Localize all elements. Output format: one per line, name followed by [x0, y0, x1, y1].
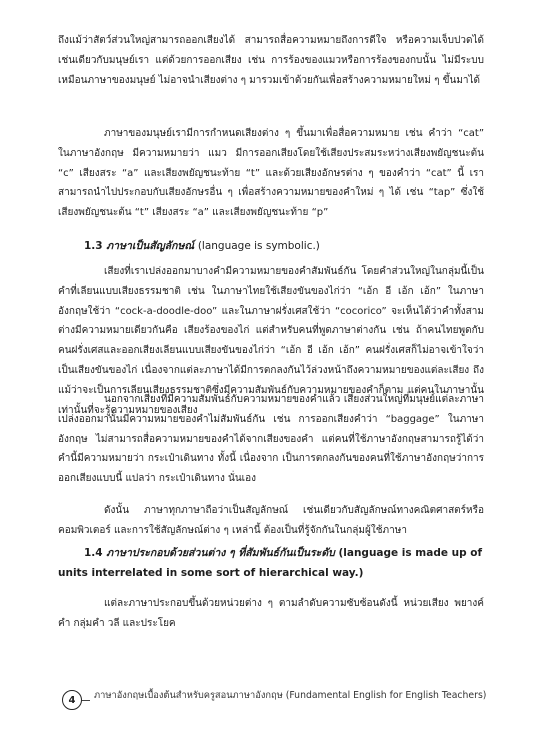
paragraph-2: ภาษาของมนุษย์เรามีการกำหนดเสียงต่าง ๆ ขึ้นมาเพื่อสื่อความหมาย เช่น คำว่า “cat” ในภาษาอังกฤษ มีความหมายว่า แมว มีการออกเสียงโดยใช้เสียงประสมระหว่างเสียงพยัญชนะต้น “c” เสียงสระ “a” และเสียงพยัญชนะท้าย “t” และด้วยเสียงอักษรต่าง ๆ ของคำว่า “cat” นี้ เราสามารถนำไปประกอบกับเสียงอักษรอื่น ๆ เพื่อสร้างความหมายของคำใหม่ ๆ ได้ เช่น “tap” ซึ่งใช้เสียงพยัญชนะต้น “t” เสียงสระ “a” และเสียงพยัญชนะท้าย “p” [58, 128, 484, 219]
section-number: 1.4 [84, 547, 103, 559]
paragraph-1: ถึงแม้ว่าสัตว์ส่วนใหญ่สามารถออกเสียงได้ สามารถสื่อความหมายถึงการดีใจ หรือความเจ็บปวดได้เช่นเดียวกับมนุษย์เรา แต่ด้วยการออกเสียง เช่น การร้องของแมวหรือการร้องของกบนั้น ไม่มีระบบเหมือนภาษาของมนุษย์ ไม่อาจนำเสียงต่าง ๆ มารวมเข้าด้วยกันเพื่อสร้างความหมายใหม่ ๆ ขึ้นมาได้ [58, 35, 484, 86]
footer-book-title: ภาษาอังกฤษเบื้องต้นสำหรับครูสอนภาษาอังกฤษ (Fundamental English for English Teachers) [90, 688, 490, 703]
section-title: ภาษาประกอบด้วยส่วนต่าง ๆ ที่สัมพันธ์กันเป็นระดับ [106, 547, 335, 559]
page-number-badge: 4 [62, 690, 82, 710]
section-heading-1-4 [58, 544, 484, 584]
section-title-english: (language is made up of units interrelated in some sort of hierarchical way.) [58, 547, 483, 579]
paragraph-6: แต่ละภาษาประกอบขึ้นด้วยหน่วยต่าง ๆ ตามลำดับความซับซ้อนดังนี้ หน่วยเสียง พยางค์ คำ กลุ่มคำ วลี และประโยค [58, 598, 484, 629]
section-heading-1-3 [58, 237, 320, 257]
section-number: 1.3 [84, 240, 103, 252]
paragraph-3: เสียงที่เราเปล่งออกมาบางคำมีความหมายของคำสัมพันธ์กัน โดยคำส่วนใหญ่ในกลุ่มนี้เป็นคำที่เลียนแบบเสียงธรรมชาติ เช่น ในภาษาไทยใช้เสียงขันของไก่ว่า “เอ้ก อี เอ้ก เอ้ก” ในภาษาอังกฤษใช้ว่า “cock-a-doodle-doo” และในภาษาฝรั่งเศสใช้ว่า “cocorico” จะเห็นได้ว่าคำทั้งสามต่างมีความหมายเดียวกันคือ เสียงร้องของไก่ แต่สำหรับคนที่พูดภาษาต่างกัน เช่น ถ้าคนไทยพูดกับคนฝรั่งเศสและออกเสียงเลียนแบบเสียงขันของไก่ว่า “เอ้ก อี เอ้ก เอ้ก” คนฝรั่งเศสก็ไม่อาจเข้าใจว่าเป็นเสียงขันของไก่ เนื่องจากแต่ละภาษาได้มีการตกลงกันไว้ล่วงหน้าถึงความหมายของแต่ละเสียง ถึงแม้ว่าจะเป็นการเลียนเสียงธรรมชาติซึ่งมีความสัมพันธ์กับความหมายของคำก็ตาม แต่คนในภาษานั้นเท่านั้นที่จะรู้ความหมายของเสียง [58, 266, 484, 416]
section-title-english: (language is symbolic.) [197, 240, 320, 252]
page-footer [58, 690, 487, 714]
section-title: ภาษาเป็นสัญลักษณ์ [106, 240, 195, 252]
paragraph-4: นอกจากเสียงที่มีความสัมพันธ์กับความหมายของคำแล้ว เสียงส่วนใหญ่ที่มนุษย์แต่ละภาษาเปล่งออกมานั้นมีความหมายของคำไม่สัมพันธ์กัน เช่น การออกเสียงคำว่า “baggage” ในภาษาอังกฤษ ไม่สามารถสื่อความหมายของคำได้จากเสียงของคำ แต่คนที่ใช้ภาษาอังกฤษสามารถรู้ได้ว่าคำนี้มีความหมายว่า กระเป๋าเดินทาง ทั้งนี้ เนื่องจาก เป็นการตกลงกันของคนที่ใช้ภาษาอังกฤษว่าการออกเสียงแบบนี้ แปลว่า กระเป๋าเดินทาง นั่นเอง [58, 394, 484, 485]
paragraph-5: ดังนั้น ภาษาทุกภาษาถือว่าเป็นสัญลักษณ์ เช่นเดียวกับสัญลักษณ์ทางคณิตศาสตร์หรือคอมพิวเตอร์ และการใช้สัญลักษณ์ต่าง ๆ เหล่านี้ ต้องเป็นที่รู้จักกันในกลุ่มผู้ใช้ภาษา [58, 505, 484, 536]
